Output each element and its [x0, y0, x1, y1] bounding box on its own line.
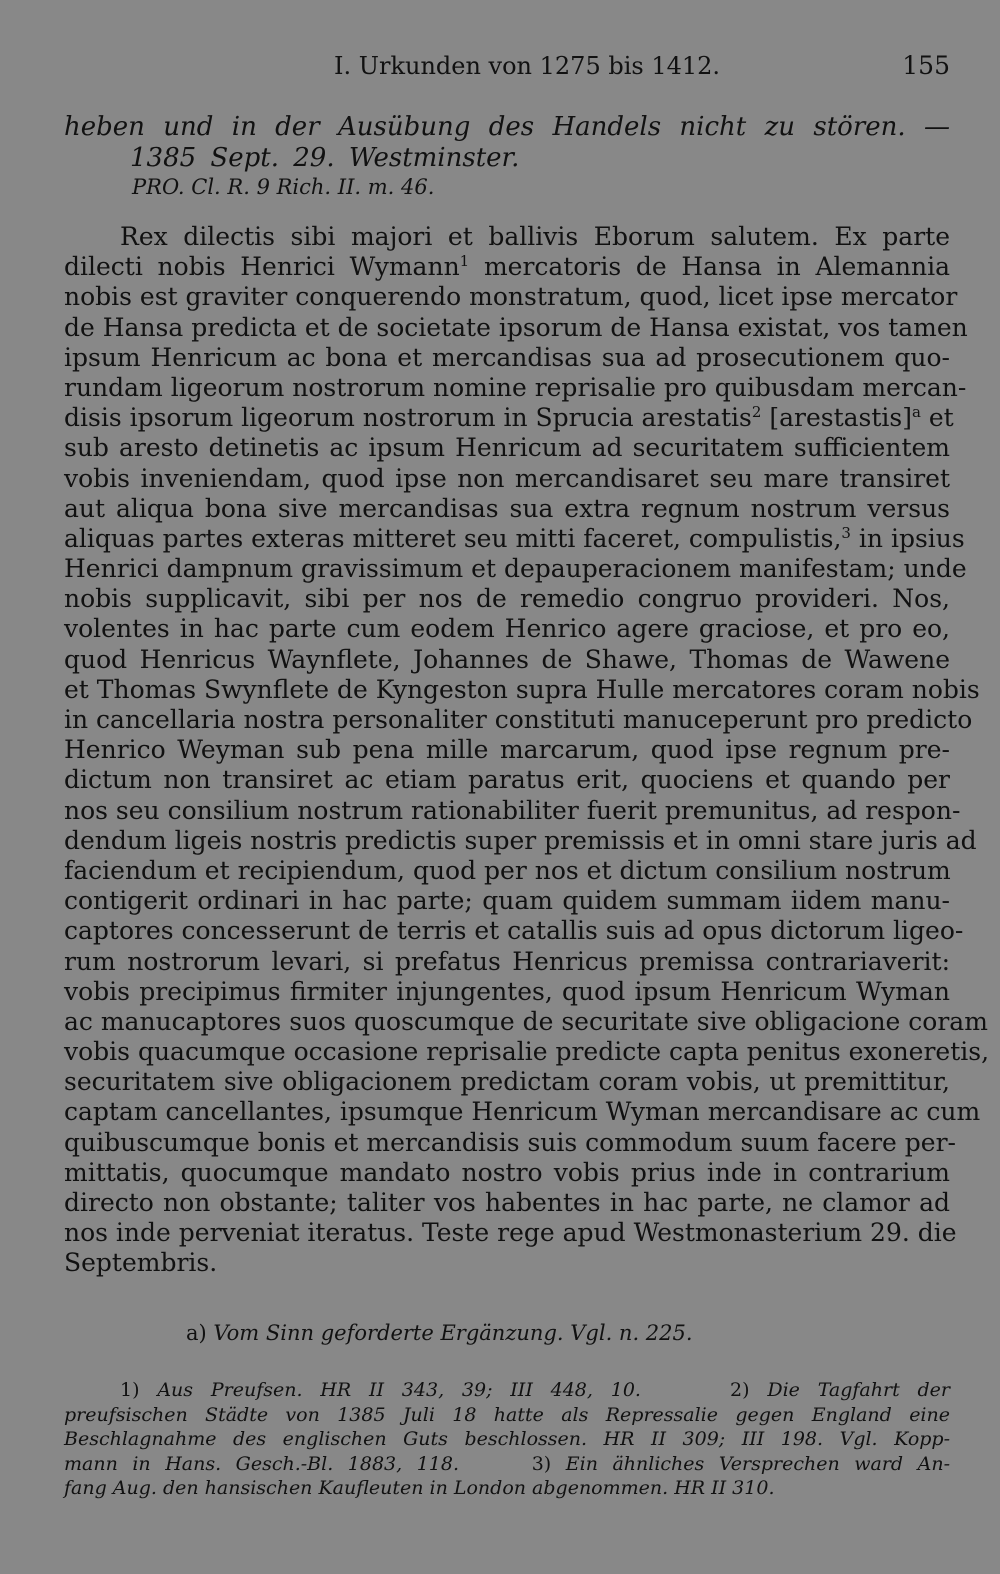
body-line: captam cancellantes, ipsumque Henricum Wyman mercandisare ac cum [64, 1097, 981, 1127]
running-head-title: I. Urkunden von 1275 bis 1412. [334, 52, 721, 80]
body-line: de Hansa predicta et de societate ipsorum de Hansa existat, vos tamen [64, 312, 968, 342]
body-line: ac manucaptores suos quoscumque de securitate sive obligacione coram [64, 1006, 988, 1036]
footnote-number: 3) [531, 1452, 552, 1475]
footnote-line [64, 1452, 950, 1477]
body-line [64, 523, 965, 554]
body-line: et Thomas Swynflete de Kyngeston supra Hulle mercatores coram nobis [64, 674, 980, 704]
footnote-ref-2: 2 [751, 403, 762, 422]
body-line: nobis supplicavit, sibi per nos de remedio congruo provideri. Nos, [64, 584, 950, 614]
body-line-text: in ipsius [858, 523, 965, 553]
body-line: volentes in hac parte cum eodem Henrico agere graciose, et pro eo, [64, 614, 950, 644]
body-line-text: et [928, 403, 954, 433]
body-line [64, 252, 950, 282]
body-line: vobis inveniendam, quod ipse non mercandisaret seu mare transiret [64, 463, 950, 493]
body-line: Henrico Weyman sub pena mille marcarum, quod ipse regnum pre- [64, 735, 950, 765]
body-line: dendum ligeis nostris predictis super premissis et in omni stare juris ad [64, 825, 977, 855]
critical-note-label: a) [186, 1321, 207, 1345]
body-line: sub aresto detinetis ac ipsum Henricum ad securitatem sufficientem [64, 433, 950, 463]
body-line: vobis precipimus firmiter injungentes, quod ipsum Henricum Wyman [64, 976, 950, 1006]
critical-apparatus-note [186, 1318, 693, 1348]
body-line: Septembris. [64, 1248, 218, 1278]
source-reference: PRO. Cl. R. 9 Rich. II. m. 46. [132, 175, 435, 199]
footnote-number: 1) [120, 1379, 140, 1401]
footnote-number: 2) [730, 1379, 750, 1401]
footnote-text: Aus Preufsen. HR II 343, 39; III 448, 10. [157, 1379, 641, 1401]
body-line: contigerit ordinari in hac parte; quam quidem summam iidem manu- [64, 886, 950, 916]
body-line: ipsum Henricum ac bona et mercandisas sua ad prosecutionem quo- [64, 342, 950, 372]
footnote-text: mann in Hans. Gesch.-Bl. 1883, 118. [64, 1452, 460, 1475]
body-line [64, 403, 954, 433]
body-line: faciendum et recipiendum, quod per nos et dictum consilium nostrum [64, 855, 951, 885]
editorial-insertion: [arestastis]$^a$ [769, 403, 921, 433]
title-line-1: heben und in der Ausübung des Handels nicht zu stören. — [64, 112, 950, 142]
footnote-ref-1: 1 [459, 252, 470, 271]
body-line: dictum non transiret ac etiam paratus erit, quociens et quando per [64, 765, 950, 795]
body-line: in cancellaria nostra personaliter constituti manuceperunt pro predicto [64, 705, 973, 734]
title-line-2: 1385 Sept. 29. Westminster. [130, 143, 520, 173]
body-line-text: dilecti nobis Henrici Wymann [64, 252, 460, 282]
footnote-line: fang Aug. den hansischen Kaufleuten in London abgenommen. HR II 310. [64, 1477, 775, 1500]
body-line: nos seu consilium nostrum rationabiliter fuerit premunitus, ad respon- [64, 795, 961, 825]
body-line: directo non obstante; taliter vos habentes in hac parte, ne clamor ad [64, 1188, 950, 1217]
footnote-line [64, 1378, 950, 1403]
body-line: Rex dilectis sibi majori et ballivis Eborum salutem. Ex parte [120, 222, 950, 251]
body-line: securitatem sive obligacionem predictam coram vobis, ut premittitur, [64, 1067, 950, 1097]
footnote-text: Die Tagfahrt der [767, 1379, 951, 1401]
body-line: quibuscumque bonis et mercandisis suis commodum suum facere per- [64, 1127, 956, 1157]
page-number: 155 [902, 51, 950, 80]
body-line: rum nostrorum levari, si prefatus Henricus premissa contrariaverit: [64, 946, 950, 976]
body-line-text: disis ipsorum ligeorum nostrorum in Sprucia arestatis [64, 403, 752, 433]
footnote-text: Ein ähnliches Versprechen ward An- [565, 1452, 951, 1475]
body-line: nos inde perveniat iteratus. Teste rege apud Westmonasterium 29. die [64, 1218, 957, 1248]
body-line: nobis est graviter conquerendo monstratum, quod, licet ipse mercator [64, 282, 958, 312]
footnote-line: preufsischen Städte von 1385 Juli 18 hatte als Repressalie gegen England eine [64, 1403, 950, 1426]
body-line: Henrici dampnum gravissimum et depauperacionem manifestam; unde [64, 554, 967, 584]
critical-note-text: Vom Sinn geforderte Ergänzung. Vgl. n. 225. [213, 1321, 693, 1345]
body-line: vobis quacumque occasione reprisalie predicte capta penitus exoneretis, [64, 1037, 990, 1067]
footnotes [64, 1378, 950, 1501]
footnote-line: Beschlagnahme des englischen Guts beschlossen. HR II 309; III 198. Vgl. Kopp- [64, 1428, 950, 1451]
body-line-text: aliquas partes exteras mitteret seu mitti faceret, compulistis, [64, 523, 842, 553]
body-line: rundam ligeorum nostrorum nomine reprisalie pro quibusdam mercan- [64, 372, 967, 402]
body-line: mittatis, quocumque mandato nostro vobis prius inde in contrarium [64, 1157, 950, 1187]
body-line: captores concesserunt de terris et catallis suis ad opus dictorum ligeo- [64, 916, 964, 946]
document-title [64, 112, 950, 174]
running-head [64, 48, 950, 84]
footnote-ref-3: 3 [841, 523, 851, 542]
body-line-text: mercatoris de Hansa in Alemannia [483, 252, 950, 282]
critical-note-ref: a [911, 403, 921, 422]
body-line: quod Henricus Waynflete, Johannes de Shawe, Thomas de Wawene [64, 644, 950, 674]
body-line: aut aliqua bona sive mercandisas sua extra regnum nostrum versus [64, 493, 950, 523]
document-body [64, 222, 990, 1279]
